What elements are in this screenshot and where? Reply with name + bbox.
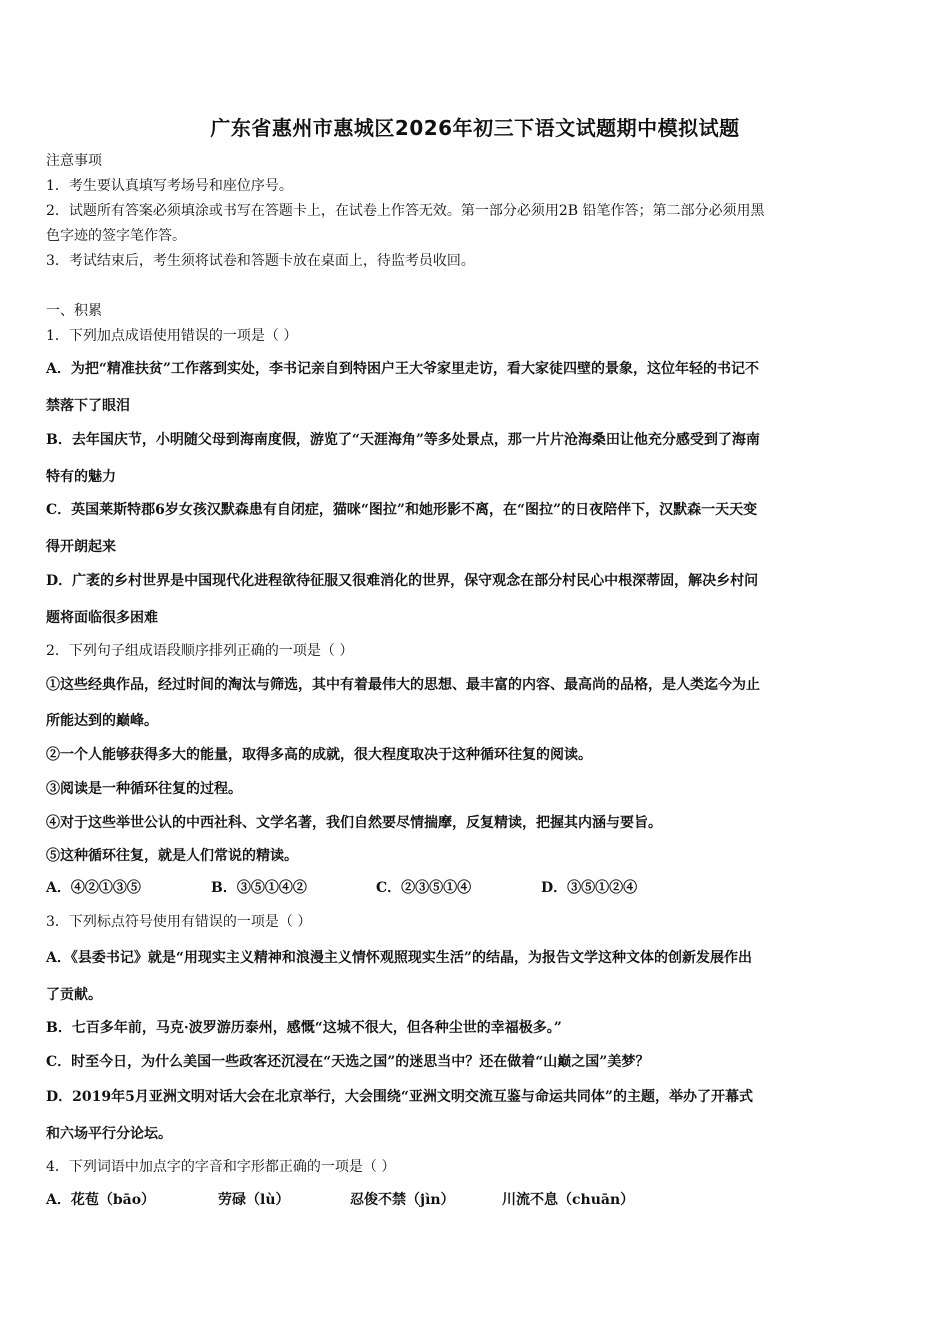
q1-option-d: D．广袤的乡村世界是中国现代化进程欲待征服又很难消化的世界，保守观念在部分村民心中根深蒂固，解决乡村问 <box>46 573 759 589</box>
q1-stem: 1．下列加点成语使用错误的一项是（ ） <box>46 328 298 344</box>
q2-option-d: D．③⑤①②④ <box>541 880 638 896</box>
q3-option-b: B．七百多年前，马克·波罗游历泰州，感慨“这城不很大，但各种尘世的幸福极多。” <box>46 1020 562 1036</box>
q1-option-a: A．为把“精准扶贫”工作落到实处，李书记亲自到特困户王大爷家里走访，看大家徒四壁的景象，这位年轻的书记不 <box>46 361 759 377</box>
q2-sentence-5: ⑤这种循环往复，就是人们常说的精读。 <box>46 848 298 864</box>
q1-option-d-cont: 题将面临很多困难 <box>46 610 158 626</box>
q1-option-c: C．英国莱斯特郡6岁女孩汉默森患有自闭症，猫咪“图拉”和她形影不离，在“图拉”的日夜陪伴下，汉默森一天天变 <box>46 502 758 518</box>
exam-title: 广东省惠州市惠城区2026年初三下语文试题期中模拟试题 <box>210 116 740 140</box>
q2-sentence-3: ③阅读是一种循环往复的过程。 <box>46 781 242 797</box>
notice-item-1: 1．考生要认真填写考场号和座位序号。 <box>46 178 293 194</box>
q2-sentence-4: ④对于这些举世公认的中西社科、文学名著，我们自然要尽情揣摩，反复精读，把握其内涵与要旨。 <box>46 815 662 831</box>
q3-option-d-cont: 和六场平行分论坛。 <box>46 1126 172 1142</box>
q4-option-a-word-1: A．花苞（bāo） <box>46 1192 156 1208</box>
q1-option-b: B．去年国庆节，小明随父母到海南度假，游览了“天涯海角”等多处景点，那一片片沧海桑田让他充分感受到了海南 <box>46 432 760 448</box>
notice-item-3: 3．考试结束后，考生须将试卷和答题卡放在桌面上，待监考员收回。 <box>46 253 475 269</box>
q3-option-a: A．《县委书记》就是“用现实主义精神和浪漫主义情怀观照现实生活”的结晶，为报告文学这种文体的创新发展作出 <box>46 950 752 966</box>
q3-option-a-cont: 了贡献。 <box>46 987 102 1003</box>
q2-options <box>46 878 637 898</box>
q4-option-a-word-4: 川流不息（chuān） <box>502 1192 635 1208</box>
q1-option-b-cont: 特有的魅力 <box>46 469 116 485</box>
q2-option-a: A．④②①③⑤ <box>46 880 141 896</box>
q2-option-b: B．③⑤①④② <box>211 880 307 896</box>
q2-sentence-1: ①这些经典作品，经过时间的淘汰与筛选，其中有着最伟大的思想、最丰富的内容、最高尚的品格，是人类迄今为止 <box>46 677 760 693</box>
q3-option-c: C．时至今日，为什么美国一些政客还沉浸在“天选之国”的迷思当中？还在做着“山巅之国”美梦？ <box>46 1054 650 1070</box>
notice-item-2-cont: 色字迹的签字笔作答。 <box>46 228 186 244</box>
section-heading: 一、积累 <box>46 303 102 319</box>
notice-heading: 注意事项 <box>46 153 102 169</box>
q3-stem: 3．下列标点符号使用有错误的一项是（ ） <box>46 914 312 930</box>
q1-option-c-cont: 得开朗起来 <box>46 539 116 555</box>
q2-option-c: C．②③⑤①④ <box>376 880 472 896</box>
q3-option-d: D．2019年5月亚洲文明对话大会在北京举行，大会围绕“亚洲文明交流互鉴与命运共同体”的主题，举办了开幕式 <box>46 1089 753 1105</box>
q1-option-a-cont: 禁落下了眼泪 <box>46 398 130 414</box>
q4-stem: 4．下列词语中加点字的字音和字形都正确的一项是（ ） <box>46 1159 396 1175</box>
q2-sentence-2: ②一个人能够获得多大的能量，取得多高的成就，很大程度取决于这种循环往复的阅读。 <box>46 747 592 763</box>
q4-option-a-word-2: 劳碌（lù） <box>218 1192 290 1208</box>
q2-stem: 2．下列句子组成语段顺序排列正确的一项是（ ） <box>46 643 354 659</box>
q4-option-a-word-3: 忍俊不禁（jìn） <box>350 1192 455 1208</box>
q4-option-a <box>46 1190 634 1210</box>
q2-sentence-1-cont: 所能达到的巅峰。 <box>46 713 158 729</box>
notice-item-2: 2．试题所有答案必须填涂或书写在答题卡上，在试卷上作答无效。第一部分必须用2B 铅笔作答；第二部分必须用黑 <box>46 203 765 219</box>
